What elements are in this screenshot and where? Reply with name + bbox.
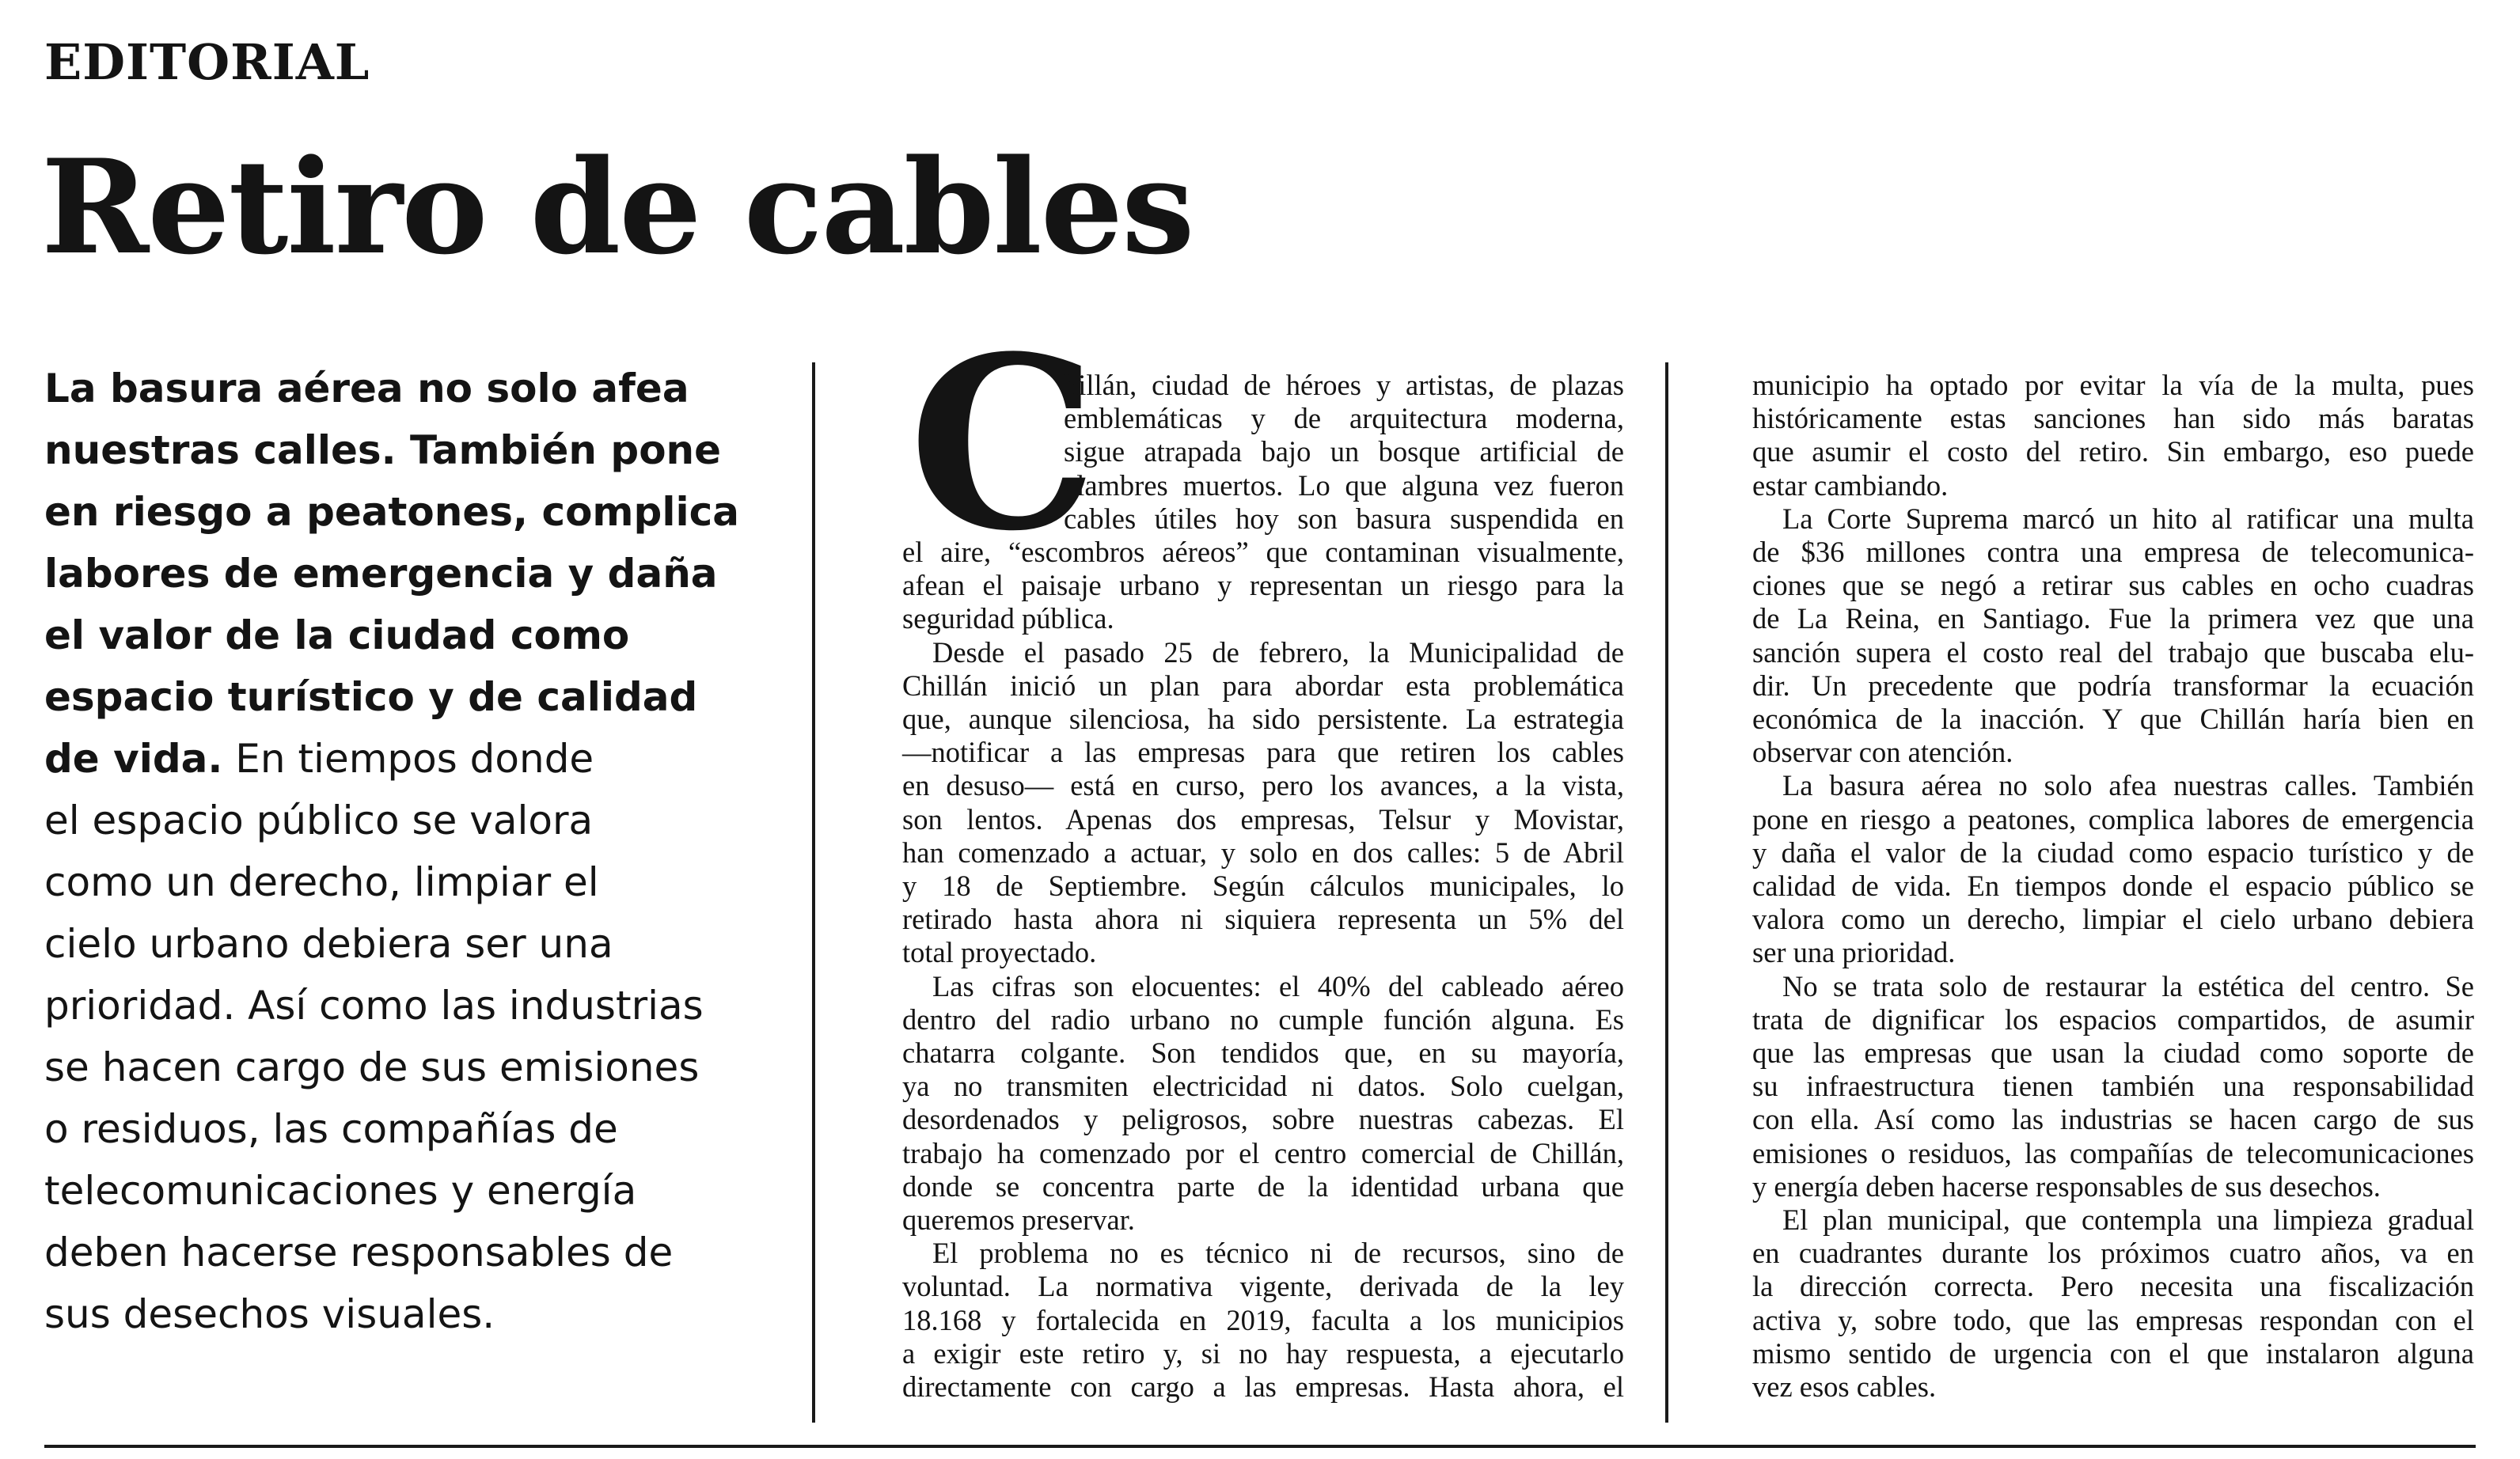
lead-bold-run: nuestras calles. También pone (44, 427, 722, 473)
body-line: Las cifras son elocuentes: el 40% del cableado aéreo (932, 969, 1624, 1002)
body-line: sigue atrapada bajo un bosque artificial de (1064, 435, 1624, 468)
body-line: dentro del radio urbano no cumple función alguna. Es (902, 1002, 1624, 1036)
body-line: queremos preservar. (902, 1203, 1135, 1237)
body-line: trata de dignificar los espacios compartidos, de asumir (1752, 1002, 2474, 1036)
body-line: La basura aérea no solo afea nuestras calles. También (1782, 769, 2474, 802)
body-line: ya no transmiten electricidad ni datos. Solo cuelgan, (902, 1070, 1624, 1103)
body-line: sanción supera el costo real del trabajo que buscaba elu- (1752, 635, 2474, 669)
body-line: El problema no es técnico ni de recursos, sino de (932, 1237, 1624, 1270)
lead-run: telecomunicaciones y energía (44, 1168, 637, 1214)
lead-run: el espacio público se valora (44, 798, 594, 843)
body-line: hillán, ciudad de héroes y artistas, de plazas (1064, 369, 1624, 401)
lead-line (44, 1160, 757, 1222)
lead-bold-run: de vida. (44, 736, 223, 782)
body-line: la dirección correcta. Pero necesita una fiscalización (1752, 1270, 2474, 1303)
lead-line (44, 543, 757, 604)
body-line: que asumir el costo del retiro. Sin embargo, eso puede (1752, 435, 2474, 468)
section-label: EDITORIAL (44, 33, 370, 91)
body-line: emisiones o residuos, las compañías de telecomunicaciones (1752, 1136, 2474, 1169)
lead-line (44, 728, 757, 790)
body-line: y energía deben hacerse responsables de sus desechos. (1752, 1169, 2381, 1203)
body-column-2 (1752, 369, 2474, 1404)
body-line: observar con atención. (1752, 736, 2013, 769)
lead-line (44, 419, 757, 481)
body-line: cables útiles hoy son basura suspendida en (1064, 502, 1624, 535)
lead-line (44, 358, 757, 419)
body-line: que, aunque silenciosa, ha sido persistente. La estrategia (902, 703, 1624, 736)
body-line: afean el paisaje urbano y representan un riesgo para la (902, 569, 1624, 602)
lead-run: prioridad. Así como las industrias (44, 983, 704, 1029)
lead-run: deben hacerse responsables de (44, 1230, 674, 1275)
body-line: de La Reina, en Santiago. Fue la primera vez que una (1752, 602, 2474, 635)
body-line: y daña el valor de la ciudad como espacio turístico y de (1752, 836, 2474, 869)
body-line: voluntad. La normativa vigente, derivada de la ley (902, 1270, 1624, 1303)
body-line: No se trata solo de restaurar la estética del centro. Se (1782, 969, 2474, 1002)
body-line: seguridad pública. (902, 602, 1114, 635)
lead-bold-run: espacio turístico y de calidad (44, 674, 698, 720)
lead-line (44, 1036, 757, 1098)
lead-run: cielo urbano debiera ser una (44, 921, 613, 967)
body-line: activa y, sobre todo, que las empresas respondan con el (1752, 1303, 2474, 1336)
lead-line (44, 481, 757, 543)
body-line: con ella. Así como las industrias se hacen cargo de sus (1752, 1103, 2474, 1136)
body-line: a exigir este retiro y, si no hay respuesta, a ejecutarlo (902, 1336, 1624, 1370)
body-line: pone en riesgo a peatones, complica labores de emergencia (1752, 802, 2474, 836)
lead-line (44, 1222, 757, 1283)
lead-line (44, 1098, 757, 1160)
column-divider-1 (812, 362, 815, 1423)
lead-run: sus desechos visuales. (44, 1291, 495, 1337)
body-line: históricamente estas sanciones han sido más baratas (1752, 402, 2474, 435)
body-line: La Corte Suprema marcó un hito al ratificar una multa (1782, 502, 2474, 535)
body-line: municipio ha optado por evitar la vía de la multa, pues (1752, 369, 2474, 401)
lead-bold-run: La basura aérea no solo afea (44, 366, 689, 411)
body-line: calidad de vida. En tiempos donde el espacio público se (1752, 870, 2474, 903)
lead-line (44, 666, 757, 728)
body-line: que las empresas que usan la ciudad como soporte de (1752, 1036, 2474, 1070)
bottom-rule (44, 1445, 2476, 1448)
lead-line (44, 604, 757, 666)
body-line: y 18 de Septiembre. Según cálculos municipales, lo (902, 870, 1624, 903)
body-line: han comenzado a actuar, y solo en dos calles: 5 de Abril (902, 836, 1624, 869)
body-line: desordenados y peligrosos, sobre nuestras cabezas. El (902, 1103, 1624, 1136)
body-column-1 (902, 369, 1624, 1404)
body-line: económica de la inacción. Y que Chillán haría bien en (1752, 703, 2474, 736)
lead-line (44, 851, 757, 913)
body-line: valora como un derecho, limpiar el cielo urbano debiera (1752, 903, 2474, 936)
body-line: —notificar a las empresas para que retiren los cables (902, 736, 1624, 769)
body-line: dir. Un precedente que podría transformar la ecuación (1752, 669, 2474, 702)
body-line: alambres muertos. Lo que alguna vez fueron (1064, 468, 1624, 502)
column-divider-2 (1665, 362, 1668, 1423)
lead-run: o residuos, las compañías de (44, 1106, 618, 1152)
lead-bold-run: en riesgo a peatones, complica (44, 489, 739, 535)
body-line: son lentos. Apenas dos empresas, Telsur y Movistar, (902, 802, 1624, 836)
lead-line (44, 975, 757, 1036)
lead-line (44, 913, 757, 975)
body-line: ser una prioridad. (1752, 936, 1956, 969)
body-line: donde se concentra parte de la identidad urbana que (902, 1169, 1624, 1203)
body-line: el aire, “escombros aéreos” que contaminan visualmente, (902, 536, 1624, 569)
lead-line (44, 1283, 757, 1345)
body-line: El plan municipal, que contempla una limpieza gradual (1782, 1203, 2474, 1237)
body-line: su infraestructura tienen también una responsabilidad (1752, 1070, 2474, 1103)
body-line: emblemáticas y de arquitectura moderna, (1064, 402, 1624, 435)
lead-run: En tiempos donde (222, 736, 594, 782)
lead-run: como un derecho, limpiar el (44, 859, 599, 905)
body-line: estar cambiando. (1752, 468, 1949, 502)
body-line: chatarra colgante. Son tendidos que, en su mayoría, (902, 1036, 1624, 1070)
lead-line (44, 790, 757, 851)
body-line: Desde el pasado 25 de febrero, la Municipalidad de (932, 635, 1624, 669)
body-line: Chillán inició un plan para abordar esta problemática (902, 669, 1624, 702)
lead-bold-run: labores de emergencia y daña (44, 551, 718, 597)
body-line: total proyectado. (902, 936, 1097, 969)
body-line: 18.168 y fortalecida en 2019, faculta a los municipios (902, 1303, 1624, 1336)
body-line: en cuadrantes durante los próximos cuatro años, va en (1752, 1237, 2474, 1270)
lead-run: se hacen cargo de sus emisiones (44, 1044, 700, 1090)
body-line: retirado hasta ahora ni siquiera representa un 5% del (902, 903, 1624, 936)
body-line: vez esos cables. (1752, 1370, 1937, 1404)
headline: Retiro de cables (41, 131, 1194, 283)
body-line: mismo sentido de urgencia con el que instalaron alguna (1752, 1336, 2474, 1370)
lead-bold-run: el valor de la ciudad como (44, 612, 630, 658)
lead-paragraph (44, 358, 757, 1345)
body-line: de $36 millones contra una empresa de telecomunica- (1752, 536, 2474, 569)
body-line: directamente con cargo a las empresas. Hasta ahora, el (902, 1370, 1624, 1404)
body-line: en desuso— está en curso, pero los avances, a la vista, (902, 769, 1624, 802)
drop-cap: C (909, 304, 1098, 583)
body-line: trabajo ha comenzado por el centro comercial de Chillán, (902, 1136, 1624, 1169)
body-line: ciones que se negó a retirar sus cables en ocho cuadras (1752, 569, 2474, 602)
